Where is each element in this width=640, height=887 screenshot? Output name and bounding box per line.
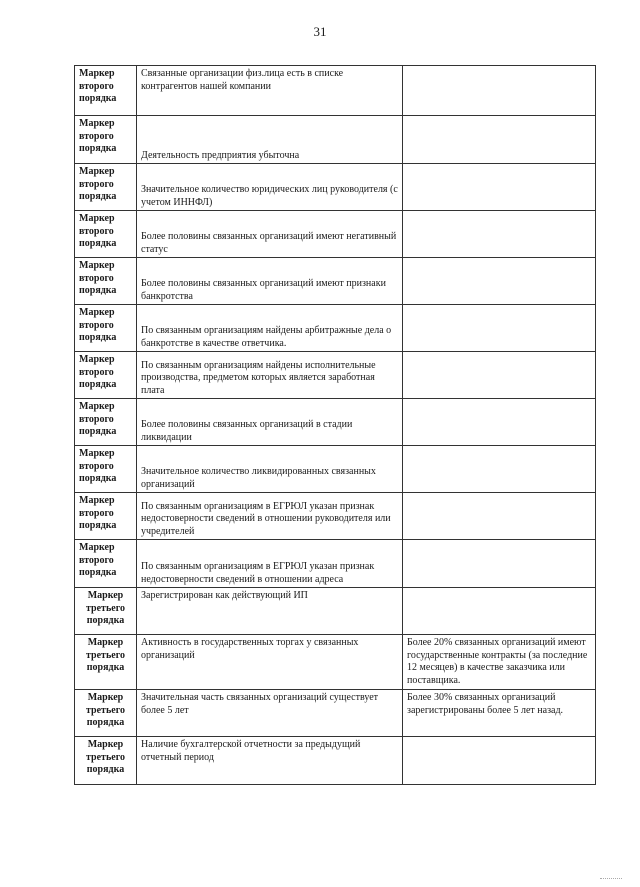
table-row (75, 116, 596, 164)
description-cell: Деятельность предприятия убыточна (137, 116, 403, 164)
description-cell: Активность в государственных торгах у связанных организаций (137, 635, 403, 690)
description-cell: Более половины связанных организаций имеют негативный статус (137, 211, 403, 258)
table-row (75, 66, 596, 116)
table-row (75, 164, 596, 211)
table-row (75, 305, 596, 352)
marker-cell: Маркер второго порядка (75, 211, 137, 258)
table-row (75, 352, 596, 399)
description-cell: По связанным организациям найдены исполнительные производства, предметом которых является заработная плата (137, 352, 403, 399)
description-cell: По связанным организациям найдены арбитражные дела о банкротстве в качестве ответчика. (137, 305, 403, 352)
scan-artifact (600, 872, 622, 879)
description-cell: Более половины связанных организаций в стадии ликвидации (137, 399, 403, 446)
table-row (75, 258, 596, 305)
table-row (75, 540, 596, 588)
description-cell: Значительная часть связанных организаций существует более 5 лет (137, 690, 403, 737)
marker-cell: Маркер второго порядка (75, 66, 137, 116)
note-cell: Более 20% связанных организаций имеют государственные контракты (за последние 12 месяцев) в качестве заказчика или поставщика. (403, 635, 596, 690)
table-row (75, 493, 596, 540)
marker-cell: Маркер второго порядка (75, 399, 137, 446)
note-cell (403, 211, 596, 258)
marker-cell: Маркер второго порядка (75, 446, 137, 493)
table-row (75, 690, 596, 737)
description-cell: По связанным организациям в ЕГРЮЛ указан признак недостоверности сведений в отношении руководителя или учредителей (137, 493, 403, 540)
marker-cell: Маркер второго порядка (75, 258, 137, 305)
description-cell: Связанные организации физ.лица есть в списке контрагентов нашей компании (137, 66, 403, 116)
note-cell (403, 588, 596, 635)
description-cell: По связанным организациям в ЕГРЮЛ указан признак недостоверности сведений в отношении адреса (137, 540, 403, 588)
table-row (75, 211, 596, 258)
table-row (75, 399, 596, 446)
marker-cell: Маркер второго порядка (75, 116, 137, 164)
marker-cell: Маркер второго порядка (75, 305, 137, 352)
description-cell: Более половины связанных организаций имеют признаки банкротства (137, 258, 403, 305)
table-row (75, 588, 596, 635)
marker-cell: Маркер третьего порядка (75, 635, 137, 690)
note-cell (403, 737, 596, 785)
note-cell: Более 30% связанных организаций зарегистрированы более 5 лет назад. (403, 690, 596, 737)
note-cell (403, 305, 596, 352)
description-cell: Зарегистрирован как действующий ИП (137, 588, 403, 635)
markers-table (74, 65, 596, 785)
marker-cell: Маркер третьего порядка (75, 588, 137, 635)
note-cell (403, 164, 596, 211)
marker-cell: Маркер третьего порядка (75, 737, 137, 785)
note-cell (403, 446, 596, 493)
note-cell (403, 493, 596, 540)
description-cell: Значительное количество юридических лиц руководителя (с учетом ИННФЛ) (137, 164, 403, 211)
note-cell (403, 258, 596, 305)
marker-cell: Маркер второго порядка (75, 493, 137, 540)
note-cell (403, 399, 596, 446)
description-cell: Наличие бухгалтерской отчетности за предыдущий отчетный период (137, 737, 403, 785)
note-cell (403, 352, 596, 399)
note-cell (403, 116, 596, 164)
marker-cell: Маркер третьего порядка (75, 690, 137, 737)
table-row (75, 446, 596, 493)
marker-cell: Маркер второго порядка (75, 352, 137, 399)
marker-cell: Маркер второго порядка (75, 164, 137, 211)
marker-cell: Маркер второго порядка (75, 540, 137, 588)
note-cell (403, 540, 596, 588)
table-row (75, 635, 596, 690)
page-number: 31 (313, 24, 327, 39)
table-row (75, 737, 596, 785)
description-cell: Значительное количество ликвидированных связанных организаций (137, 446, 403, 493)
note-cell (403, 66, 596, 116)
